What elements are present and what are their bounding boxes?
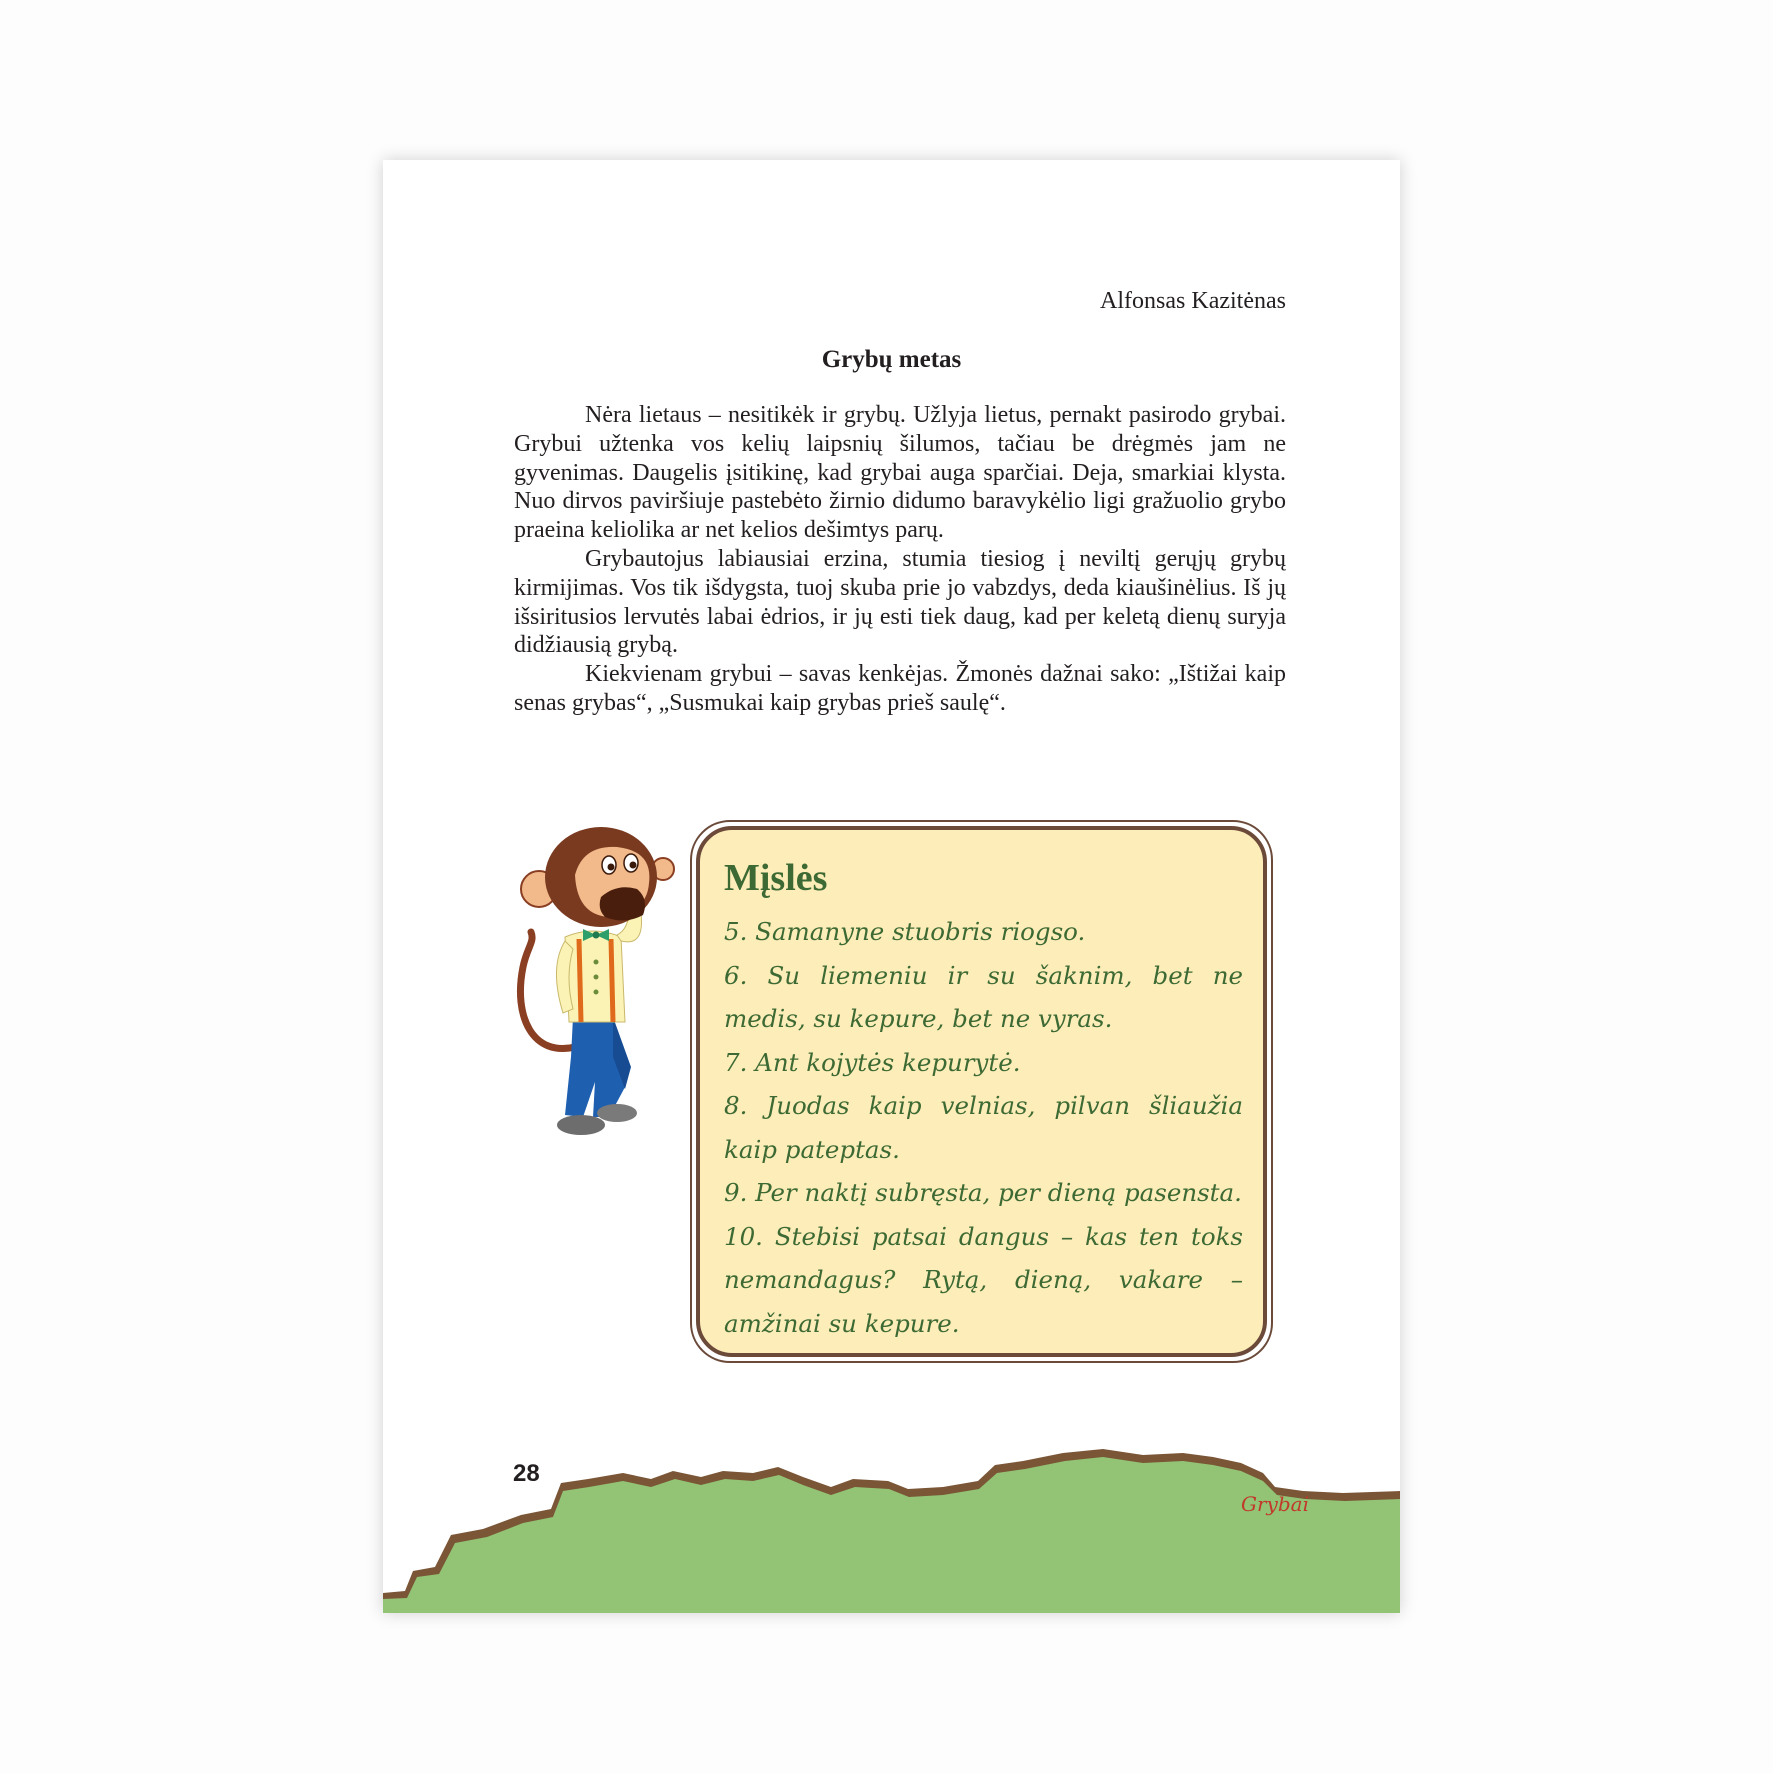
paragraph: Grybautojus labiausiai erzina, stumia tiesiog į neviltį gerųjų grybų kirmijimas. Vos tik išdygsta, tuoj skuba prie jo vabzdys, deda kiaušinėlius. Iš jų išsiritusios lervutės labai ėdrios, ir jų esti tiek daug, kad per keletą dienų suryja didžiausią grybą. <box>514 545 1286 659</box>
riddle-item: 5. Samanyne stuobris riogso. <box>724 917 1086 946</box>
riddle-item: 10. Stebisi patsai dangus – kas ten toks nemandagus? Rytą, dieną, vakare – amžinai su kepure. <box>724 1221 1243 1338</box>
paragraph: Kiekvienam grybui – savas kenkėjas. Žmonės dažnai sako: „Ištižai kaip senas grybas“, „Susmukai kaip grybas prieš saulę“. <box>514 661 1286 716</box>
story-text <box>514 401 1286 718</box>
page-number: 28 <box>513 1460 540 1487</box>
riddles-panel <box>696 826 1267 1357</box>
riddle-item: 9. Per naktį subręsta, per dieną pasensta. <box>724 1178 1242 1207</box>
section-label: Grybai <box>1241 1492 1309 1516</box>
riddle-item: 7. Ant kojytės kepurytė. <box>724 1047 1021 1077</box>
paragraph: Nėra lietaus – nesitikėk ir grybų. Užlyja lietus, pernakt pasirodo grybai. Grybui užtenka vos kelių laipsnių šilumos, tačiau be drėgmės jam ne gyvenimas. Daugelis įsitikinę, kad grybai auga sparčiai. Deja, smarkiai klysta. Nuo dirvos paviršiuje pastebėto žirnio didumo baravykėlio ligi gražuolio grybo praeina keliolika ar net kelios dešimtys parų. <box>514 402 1286 544</box>
riddles-list <box>724 910 1243 1345</box>
author-name: Alfonsas Kazitėnas <box>1100 288 1286 314</box>
book-page <box>383 160 1400 1613</box>
riddles-heading: Mįslės <box>724 857 828 899</box>
page-title: Grybų metas <box>821 346 962 373</box>
riddle-item: 8. Juodas kaip velnias, pilvan šliaužia kaip pateptas. <box>724 1091 1243 1164</box>
monkey-illustration <box>513 817 688 1157</box>
riddle-item: 6. Su liemeniu ir su šaknim, bet ne medis, su kepure, bet ne vyras. <box>724 960 1243 1033</box>
riddles-box <box>690 820 1273 1363</box>
